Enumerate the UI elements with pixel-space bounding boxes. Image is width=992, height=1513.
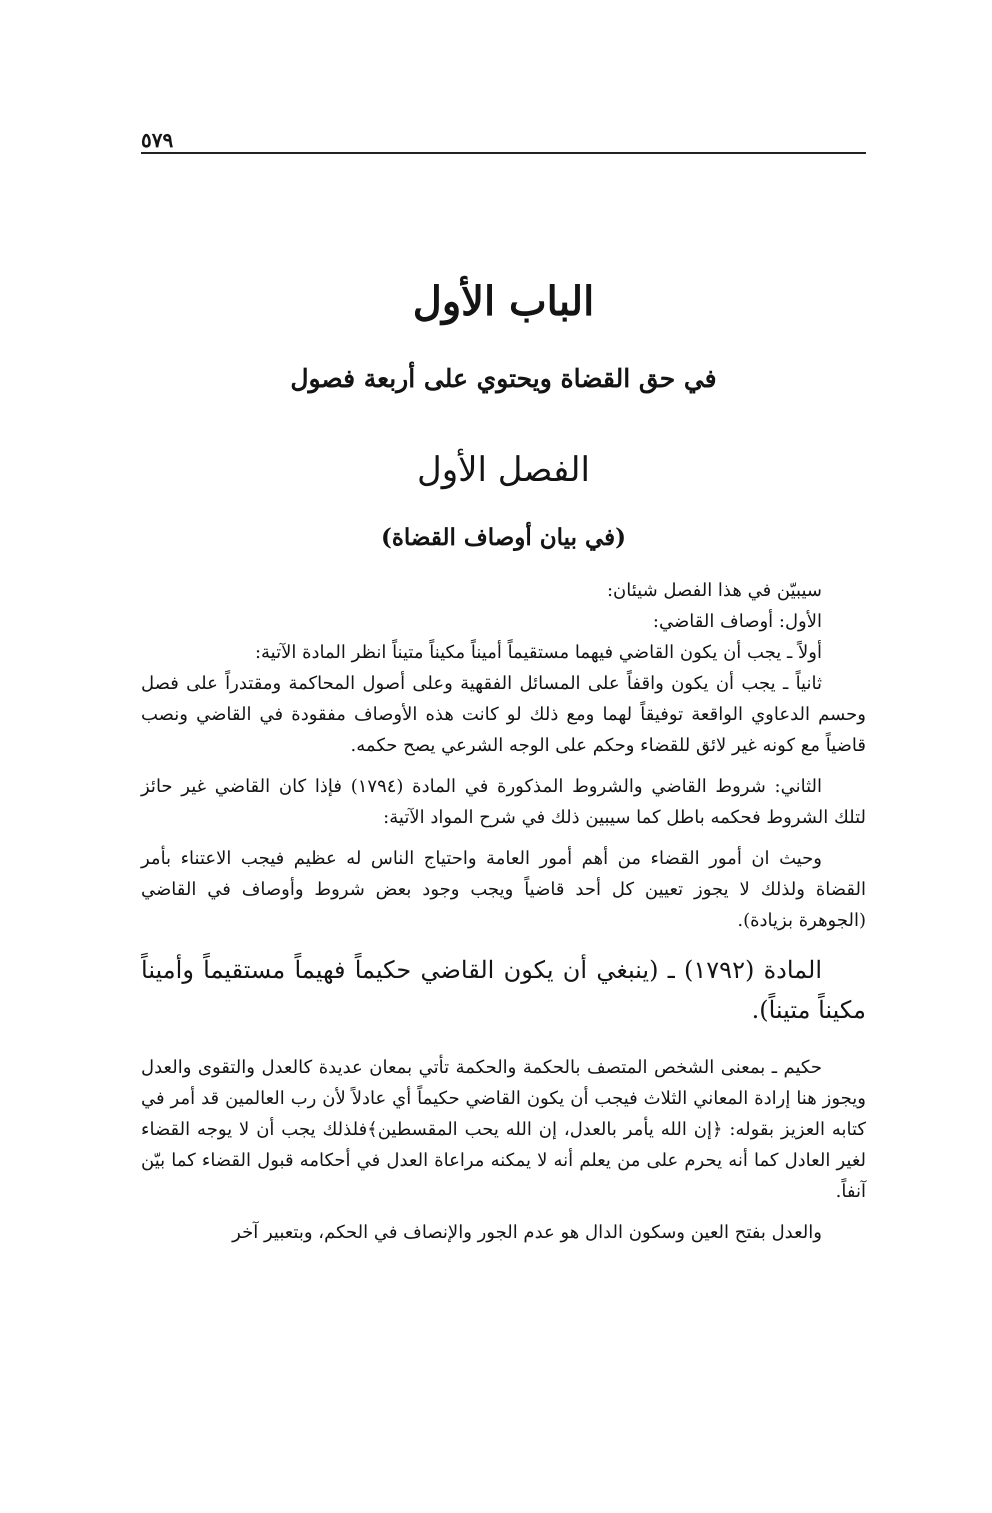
- paragraph-first-item: الأول: أوصاف القاضي:: [652, 611, 822, 632]
- page-number: ٥٧٩: [141, 128, 174, 152]
- body-text: [141, 575, 866, 1248]
- paragraph-second-item: الثاني: شروط القاضي والشروط المذكورة في المادة (١٧٩٤) فإذا كان القاضي غير حائز لتلك الشروط فحكمه باطل كما سيبين ذلك في شرح المواد الآتية:: [141, 776, 866, 828]
- paragraph-intro: سيبيّن في هذا الفصل شيئان:: [606, 580, 822, 601]
- header-rule: [141, 152, 866, 154]
- section-subtitle: (في بيان أوصاف القضاة): [380, 524, 627, 551]
- paragraph-wise: حكيم ـ بمعنى الشخص المتصف بالحكمة والحكمة تأتي بمعان عديدة كالعدل والتقوى والعدل ويجوز هنا إرادة المعاني الثلاث فيجب أن يكون القاضي حكيماً أي عادلاً لأن رب العالمين قد أمر في كتابه العزيز بقوله: ﴿إن الله يأمر بالعدل، إن الله يحب المقسطين﴾فلذلك يجب أن لا يوجه القضاء لغير العادل كما أنه يحرم على من يعلم أنه لا يمكنه مراعاة العدل في أحكامه قبول القضاء كما بيّن آنفاً.: [141, 1057, 866, 1202]
- chapter-subtitle: في حق القضاة ويحتوي على أربعة فصول: [290, 364, 717, 393]
- article-1792: المادة (١٧٩٢) ـ (ينبغي أن يكون القاضي حكيماً فهيماً مستقيماً وأميناً مكيناً متيناً).: [141, 956, 866, 1024]
- paragraph-importance: وحيث ان أمور القضاء من أهم أمور العامة واحتياج الناس له عظيم فيجب الاعتناء بأمر القضاة ولذلك لا يجوز تعيين كل أحد قاضياً ويجب وجود بعض شروط وأوصاف في القاضي (الجوهرة بزيادة).: [141, 848, 866, 931]
- section-title: الفصل الأول: [416, 450, 590, 490]
- paragraph-justice: والعدل بفتح العين وسكون الدال هو عدم الجور والإنصاف في الحكم، وبتعبير آخر: [232, 1222, 822, 1243]
- chapter-title: الباب الأول: [412, 278, 595, 325]
- paragraph-first-point: أولاً ـ يجب أن يكون القاضي فيهما مستقيماً أميناً مكيناً متيناً انظر المادة الآتية:: [254, 642, 822, 663]
- paragraph-second-point: ثانياً ـ يجب أن يكون واقفاً على المسائل الفقهية وعلى أصول المحاكمة ومقتدراً على فصل وحسم الدعاوي الواقعة توفيقاً لهما ومع ذلك لو كانت هذه الأوصاف مفقودة في القاضي ونصب قاضياً مع كونه غير لائق للقضاء وحكم على الوجه الشرعي يصح حكمه.: [141, 673, 866, 756]
